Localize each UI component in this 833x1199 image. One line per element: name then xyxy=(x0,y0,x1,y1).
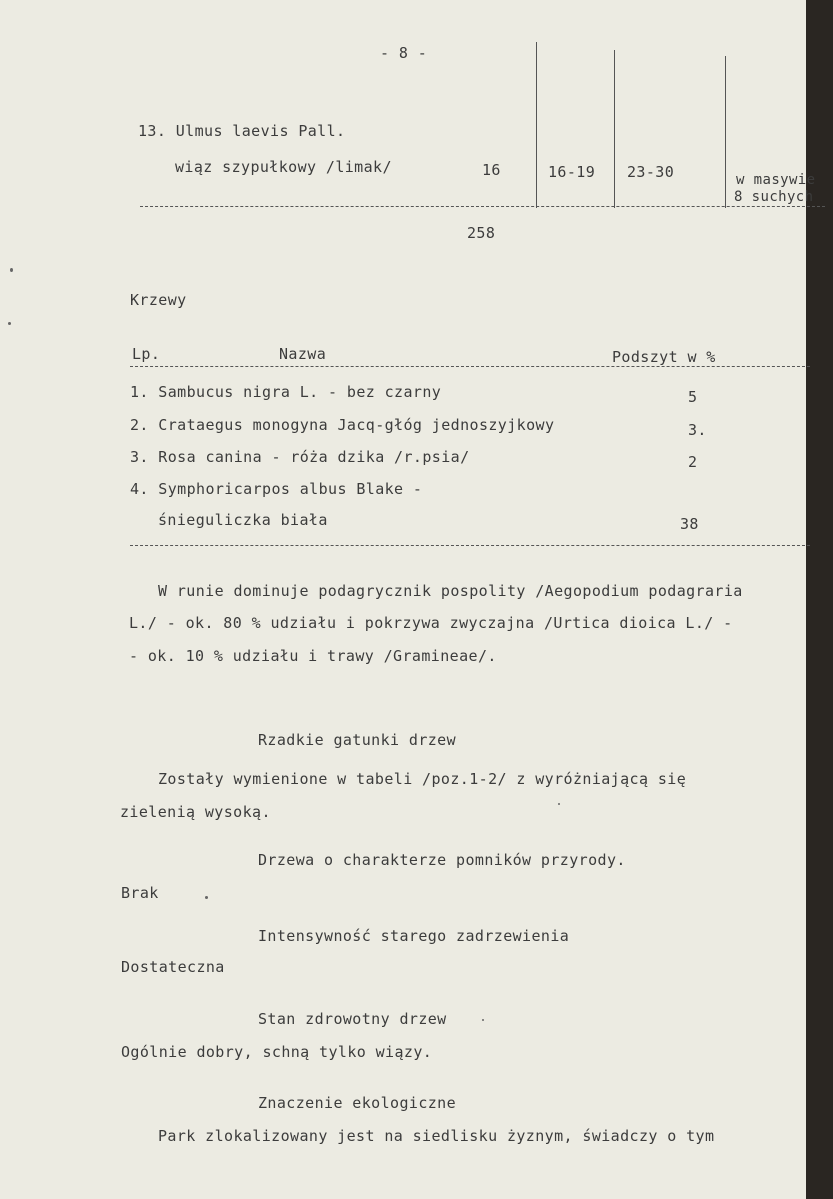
table-column-line xyxy=(614,50,615,208)
nature-monuments-text: Brak xyxy=(121,884,159,902)
stand-intensity-heading: Intensywność starego zadrzewienia xyxy=(258,927,570,945)
rare-species-heading: Rzadkie gatunki drzew xyxy=(258,731,457,749)
table-column-line xyxy=(725,56,726,208)
shrub-row-name: 3. Rosa canina - róża dzika /r.psia/ xyxy=(130,448,470,466)
table-column-line xyxy=(536,42,537,208)
scan-speck xyxy=(205,896,208,899)
tree-entry-common-name: wiąz szypułkowy /limak/ xyxy=(175,158,392,176)
tree-entry-col2: 16-19 xyxy=(548,163,596,181)
rare-species-text: Zostały wymienione w tabeli /poz.1-2/ z wyróżniającą się xyxy=(158,770,687,788)
stand-intensity-text: Dostateczna xyxy=(121,958,225,976)
shrubs-header-name: Nazwa xyxy=(279,345,327,363)
tree-health-heading: Stan zdrowotny drzew xyxy=(258,1010,447,1028)
undergrowth-line: L./ - ok. 80 % udziału i pokrzywa zwyczajna /Urtica dioica L./ - xyxy=(129,614,733,632)
shrub-row-name: 4. Symphoricarpos albus Blake - xyxy=(130,480,423,498)
shrub-row-value: 3. xyxy=(688,421,707,439)
scan-speck xyxy=(10,268,13,272)
shrubs-header-cover: Podszyt w % xyxy=(612,348,716,366)
shrub-row-value: 2 xyxy=(688,453,698,471)
shrub-row-value: 5 xyxy=(688,388,698,406)
ecological-significance-text: Park zlokalizowany jest na siedlisku żyznym, świadczy o tym xyxy=(158,1127,715,1145)
scan-speck xyxy=(8,322,11,325)
scan-speck xyxy=(558,803,560,805)
shrub-row-name: 2. Crataegus monogyna Jacq-głóg jednoszyjkowy xyxy=(130,416,555,434)
undergrowth-line: W runie dominuje podagrycznik pospolity /Aegopodium podagraria xyxy=(158,582,743,600)
shrubs-footer-rule xyxy=(130,545,810,546)
tree-entry-name: 13. Ulmus laevis Pall. xyxy=(138,122,346,140)
tree-total: 258 xyxy=(467,224,496,242)
scan-speck xyxy=(482,1019,484,1021)
tree-health-text: Ogólnie dobry, schną tylko wiązy. xyxy=(121,1043,433,1061)
tree-entry-remark-2: 8 suchych xyxy=(734,189,814,205)
undergrowth-line: - ok. 10 % udziału i trawy /Gramineae/. xyxy=(129,647,497,665)
shrub-row-value: 38 xyxy=(680,515,699,533)
shrubs-heading: Krzewy xyxy=(130,291,187,309)
table-dashed-rule xyxy=(140,206,825,207)
shrub-row-name: 1. Sambucus nigra L. - bez czarny xyxy=(130,383,442,401)
tree-entry-count: 16 xyxy=(482,161,501,179)
shrubs-header-rule xyxy=(130,366,810,367)
tree-entry-remark-1: w masywie xyxy=(736,172,816,188)
nature-monuments-heading: Drzewa o charakterze pomników przyrody. xyxy=(258,851,626,869)
shrubs-header-lp: Lp. xyxy=(132,345,161,363)
ecological-significance-heading: Znaczenie ekologiczne xyxy=(258,1094,457,1112)
shrub-row-name-cont: śnieguliczka biała xyxy=(158,511,328,529)
page-number: - 8 - xyxy=(380,44,428,62)
tree-entry-col3: 23-30 xyxy=(627,163,675,181)
rare-species-text: zielenią wysoką. xyxy=(120,803,271,821)
